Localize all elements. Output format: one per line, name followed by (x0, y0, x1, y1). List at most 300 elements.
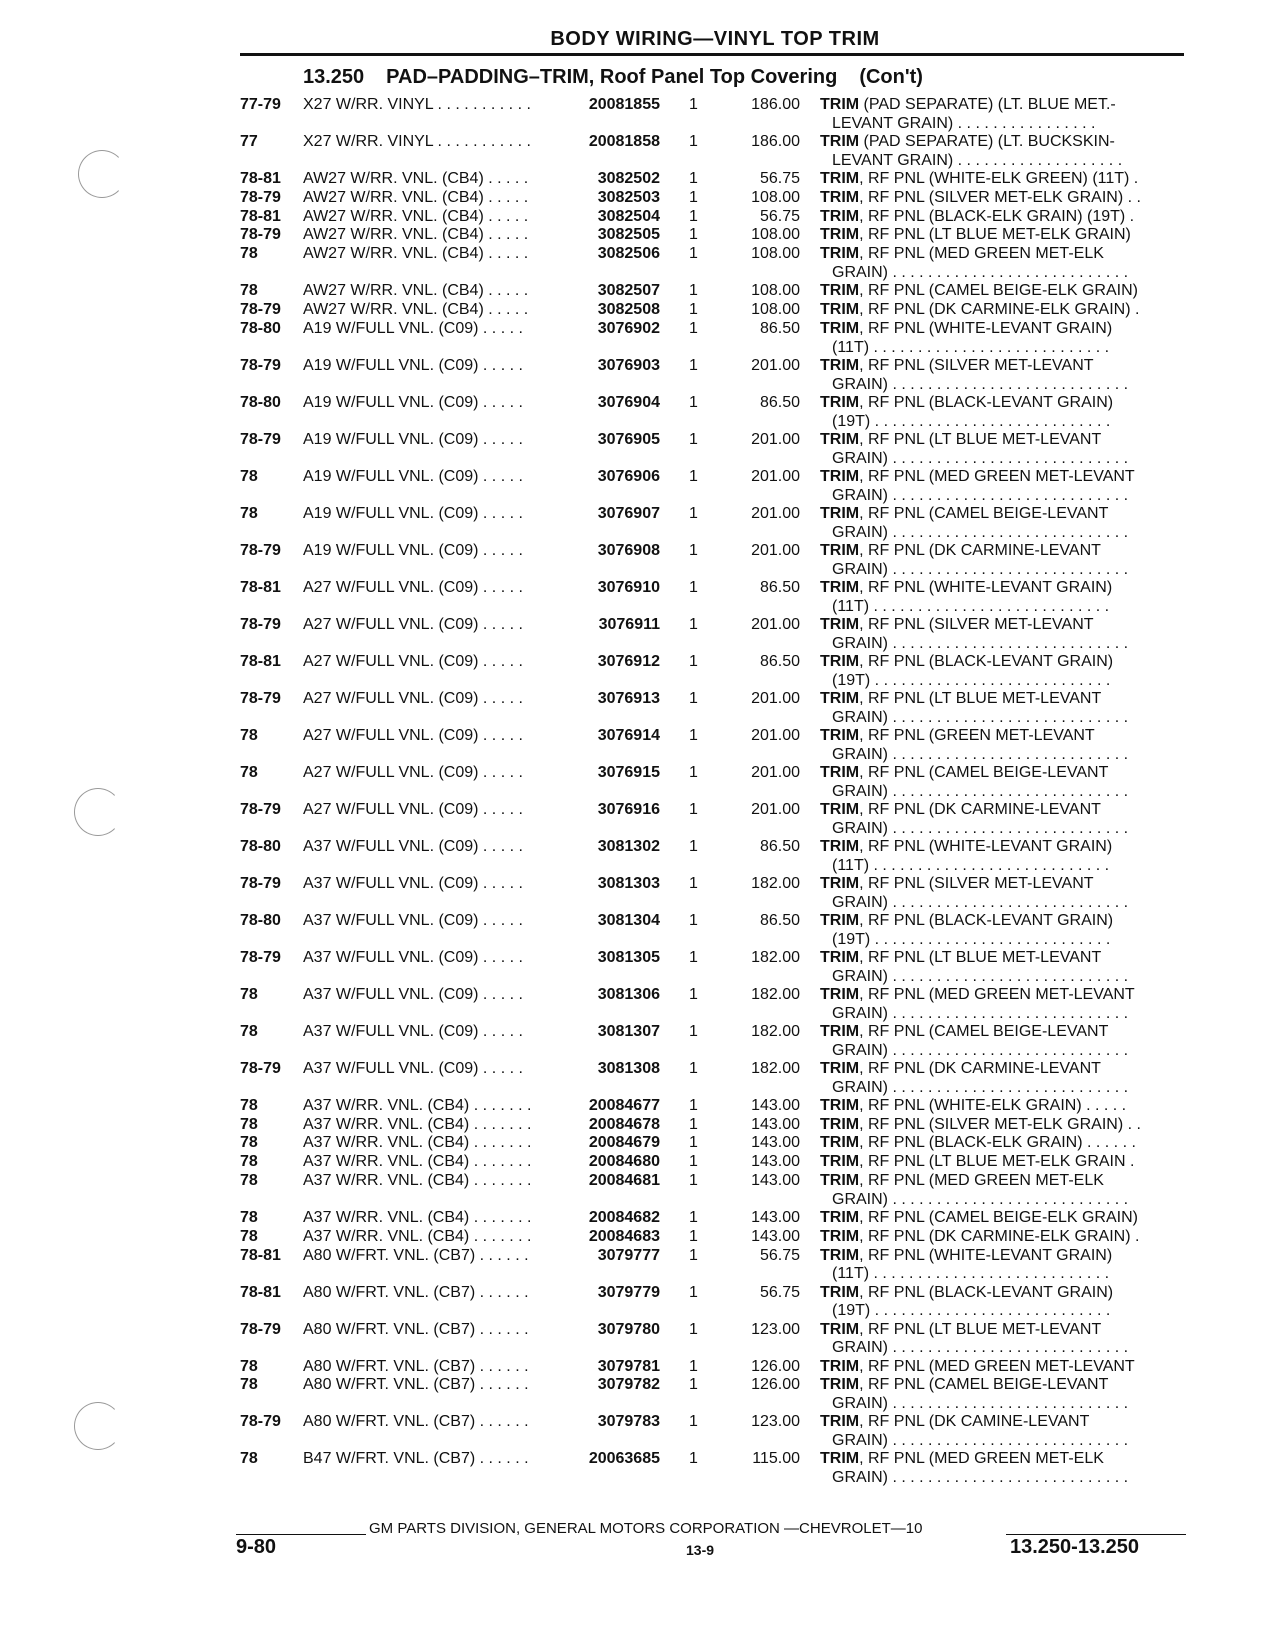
quantity-cell: 1 (689, 96, 698, 113)
year-cell: 78 (240, 1357, 258, 1375)
price-cell: 126.00 (751, 1376, 800, 1394)
price-cell: 108.00 (751, 226, 800, 244)
table-row (240, 357, 1190, 394)
trim-keyword: TRIM (820, 948, 860, 966)
price-cell: 201.00 (751, 689, 800, 707)
description-line: TRIM, RF PNL (MED GREEN MET-ELK (820, 1450, 1104, 1468)
year-cell: 78-79 (240, 948, 281, 966)
trim-keyword: TRIM (820, 1153, 860, 1171)
price-cell: 182.00 (751, 985, 800, 1003)
description-cell (820, 245, 1176, 283)
part-number-cell: 3076907 (597, 504, 660, 522)
part-number-cell: 20081855 (588, 96, 660, 113)
description-line: TRIM, RF PNL (CAMEL BEIGE-LEVANT (820, 1376, 1109, 1394)
trim-keyword: TRIM (820, 1059, 860, 1077)
description-cell (820, 301, 1176, 320)
year-cell: 78 (240, 282, 258, 300)
description-line: TRIM, RF PNL (SILVER MET-LEVANT (820, 615, 1094, 633)
part-number-cell: 3079782 (597, 1376, 660, 1394)
price-cell: 126.00 (751, 1357, 800, 1375)
part-number-cell: 20063685 (588, 1450, 660, 1468)
model-cell: A27 W/FULL VNL. (C09) . . . . . (303, 763, 523, 781)
table-row (240, 949, 1190, 986)
part-number-cell: 3076915 (597, 763, 660, 781)
table-row (240, 875, 1190, 912)
trim-keyword: TRIM (820, 133, 860, 150)
trim-keyword: TRIM (820, 207, 860, 225)
quantity-cell: 1 (689, 1413, 698, 1431)
price-cell: 201.00 (751, 763, 800, 781)
quantity-cell: 1 (689, 1153, 698, 1171)
description-cell (820, 1172, 1176, 1210)
quantity-cell: 1 (689, 1134, 698, 1152)
description-line: (19T) . . . . . . . . . . . . . . . . . . . . . . . . . . . (832, 1302, 1111, 1320)
part-number-cell: 20084680 (588, 1153, 660, 1171)
description-cell (820, 505, 1176, 543)
description-cell (820, 1060, 1176, 1098)
description-line: TRIM, RF PNL (DK CARMINE-LEVANT (820, 800, 1101, 818)
price-cell: 201.00 (751, 467, 800, 485)
description-line: GRAIN) . . . . . . . . . . . . . . . . . . . . . . . . . . . (832, 1469, 1129, 1487)
price-cell: 143.00 (751, 1227, 800, 1245)
table-row (240, 320, 1190, 357)
description-cell (820, 1284, 1176, 1322)
price-cell: 201.00 (751, 541, 800, 559)
description-cell (820, 1134, 1176, 1153)
description-cell (820, 579, 1176, 617)
model-cell: AW27 W/RR. VNL. (CB4) . . . . . (303, 282, 529, 300)
price-cell: 115.00 (752, 1450, 800, 1468)
model-cell: AW27 W/RR. VNL. (CB4) . . . . . (303, 300, 529, 318)
year-cell: 78-79 (240, 615, 281, 633)
model-cell: AW27 W/RR. VNL. (CB4) . . . . . (303, 207, 529, 225)
description-cell (820, 875, 1176, 913)
table-row (240, 1247, 1190, 1284)
description-line: TRIM, RF PNL (MED GREEN MET-LEVANT (820, 985, 1135, 1003)
quantity-cell: 1 (689, 1283, 698, 1301)
table-row (240, 764, 1190, 801)
price-cell: 108.00 (751, 245, 800, 263)
quantity-cell: 1 (689, 1115, 698, 1133)
trim-keyword: TRIM (820, 504, 860, 522)
price-cell: 182.00 (751, 874, 800, 892)
trim-keyword: TRIM (820, 393, 860, 411)
quantity-cell: 1 (689, 282, 698, 300)
model-cell: A27 W/FULL VNL. (C09) . . . . . (303, 652, 523, 670)
quantity-cell: 1 (689, 356, 698, 374)
trim-keyword: TRIM (820, 985, 860, 1003)
year-cell: 78 (240, 1227, 258, 1245)
price-cell: 123.00 (751, 1413, 800, 1431)
table-row (240, 245, 1190, 282)
year-cell: 78-80 (240, 319, 281, 337)
year-cell: 78-80 (240, 393, 281, 411)
description-line: GRAIN) . . . . . . . . . . . . . . . . . . . . . . . . . . . (832, 560, 1129, 578)
year-cell: 78 (240, 1450, 258, 1468)
description-line: TRIM, RF PNL (SILVER MET-ELK GRAIN) . . (820, 188, 1141, 206)
description-line: GRAIN) . . . . . . . . . . . . . . . . . . . . . . . . . . . (832, 486, 1129, 504)
description-line: TRIM, RF PNL (WHITE-LEVANT GRAIN) (820, 837, 1113, 855)
description-cell (820, 1376, 1176, 1414)
model-cell: AW27 W/RR. VNL. (CB4) . . . . . (303, 188, 529, 206)
quantity-cell: 1 (689, 1246, 698, 1264)
part-number-cell: 3079781 (597, 1357, 660, 1375)
trim-keyword: TRIM (820, 837, 860, 855)
year-cell: 77-79 (240, 96, 281, 113)
description-line: TRIM, RF PNL (MED GREEN MET-ELK (820, 245, 1104, 263)
table-row (240, 912, 1190, 949)
description-line: TRIM, RF PNL (CAMEL BEIGE-ELK GRAIN) (820, 282, 1138, 300)
year-cell: 78 (240, 1153, 258, 1171)
price-cell: 86.50 (759, 393, 800, 411)
description-cell (820, 357, 1176, 395)
year-cell: 78-81 (240, 578, 281, 596)
description-line: TRIM, RF PNL (WHITE-ELK GREEN) (11T) . (820, 170, 1139, 187)
model-cell: B47 W/FRT. VNL. (CB7) . . . . . . (303, 1450, 529, 1468)
year-cell: 78 (240, 1134, 258, 1152)
model-cell: A27 W/FULL VNL. (C09) . . . . . (303, 615, 523, 633)
quantity-cell: 1 (689, 1022, 698, 1040)
quantity-cell: 1 (689, 1059, 698, 1077)
year-cell: 78-79 (240, 541, 281, 559)
table-row (240, 208, 1190, 227)
description-line: TRIM, RF PNL (DK CARMINE-ELK GRAIN) . (820, 1227, 1140, 1245)
year-cell: 78-79 (240, 874, 281, 892)
description-cell (820, 1023, 1176, 1061)
description-cell (820, 653, 1176, 691)
trim-keyword: TRIM (820, 1320, 860, 1338)
description-line: TRIM, RF PNL (LT BLUE MET-LEVANT (820, 689, 1102, 707)
part-number-cell: 3082502 (597, 170, 660, 187)
model-cell: A19 W/FULL VNL. (C09) . . . . . (303, 356, 523, 374)
description-cell (820, 949, 1176, 987)
trim-keyword: TRIM (820, 1115, 860, 1133)
price-cell: 201.00 (751, 726, 800, 744)
description-line: TRIM (PAD SEPARATE) (LT. BLUE MET.- (820, 96, 1116, 113)
trim-keyword: TRIM (820, 226, 860, 244)
description-line: TRIM, RF PNL (BLACK-ELK GRAIN) . . . . . . (820, 1134, 1136, 1152)
model-cell: A19 W/FULL VNL. (C09) . . . . . (303, 541, 523, 559)
description-cell (820, 1116, 1176, 1135)
footer-publisher: GM PARTS DIVISION, GENERAL MOTORS CORPORATION —CHEVROLET—10 (369, 1520, 923, 1537)
footer-rule-left (236, 1534, 366, 1535)
trim-keyword: TRIM (820, 541, 860, 559)
trim-keyword: TRIM (820, 911, 860, 929)
trim-keyword: TRIM (820, 467, 860, 485)
description-line: GRAIN) . . . . . . . . . . . . . . . . . . . . . . . . . . . (832, 1339, 1129, 1357)
year-cell: 78 (240, 245, 258, 263)
year-cell: 78 (240, 763, 258, 781)
description-cell (820, 1228, 1176, 1247)
description-cell (820, 1209, 1176, 1228)
table-row (240, 1134, 1190, 1153)
quantity-cell: 1 (689, 837, 698, 855)
section-name: PAD–PADDING–TRIM, Roof Panel Top Covering (386, 66, 838, 88)
year-cell: 78 (240, 726, 258, 744)
model-cell: A19 W/FULL VNL. (C09) . . . . . (303, 430, 523, 448)
year-cell: 78-81 (240, 207, 281, 225)
trim-keyword: TRIM (820, 1357, 860, 1375)
price-cell: 186.00 (751, 96, 800, 113)
description-line: TRIM, RF PNL (LT BLUE MET-LEVANT (820, 948, 1102, 966)
trim-keyword: TRIM (820, 1246, 860, 1264)
description-cell (820, 431, 1176, 469)
punch-hole-middle (74, 788, 122, 836)
trim-keyword: TRIM (820, 689, 860, 707)
year-cell: 78-81 (240, 1246, 281, 1264)
model-cell: A37 W/RR. VNL. (CB4) . . . . . . . (303, 1134, 532, 1152)
section-heading (303, 66, 945, 89)
part-number-cell: 20084679 (588, 1134, 660, 1152)
price-cell: 86.50 (759, 652, 800, 670)
description-line: GRAIN) . . . . . . . . . . . . . . . . . . . . . . . . . . . (832, 967, 1129, 985)
part-number-cell: 3076903 (597, 356, 660, 374)
description-line: LEVANT GRAIN) . . . . . . . . . . . . . . . . . . . (832, 151, 1123, 169)
description-line: GRAIN) . . . . . . . . . . . . . . . . . . . . . . . . . . . (832, 708, 1129, 726)
section-number: 13.250 (303, 66, 365, 88)
description-line: (19T) . . . . . . . . . . . . . . . . . . . . . . . . . . . (832, 671, 1111, 689)
trim-keyword: TRIM (820, 356, 860, 374)
description-line: TRIM, RF PNL (LT BLUE MET-LEVANT (820, 1320, 1102, 1338)
description-line: TRIM, RF PNL (CAMEL BEIGE-ELK GRAIN) (820, 1208, 1138, 1226)
description-line: TRIM, RF PNL (WHITE-LEVANT GRAIN) (820, 578, 1113, 596)
year-cell: 78-79 (240, 800, 281, 818)
description-line: (11T) . . . . . . . . . . . . . . . . . . . . . . . . . . . (832, 338, 1110, 356)
table-row (240, 1116, 1190, 1135)
description-line: TRIM, RF PNL (MED GREEN MET-LEVANT (820, 1357, 1135, 1375)
quantity-cell: 1 (689, 948, 698, 966)
table-row (240, 653, 1190, 690)
price-cell: 201.00 (751, 356, 800, 374)
quantity-cell: 1 (689, 393, 698, 411)
table-row (240, 431, 1190, 468)
price-cell: 56.75 (759, 207, 800, 225)
price-cell: 86.50 (759, 578, 800, 596)
trim-keyword: TRIM (820, 1376, 860, 1394)
price-cell: 56.75 (759, 170, 800, 187)
part-number-cell: 3081307 (597, 1022, 660, 1040)
description-cell (820, 96, 1176, 134)
description-line: TRIM, RF PNL (SILVER MET-LEVANT (820, 874, 1094, 892)
price-cell: 143.00 (751, 1171, 800, 1189)
part-number-cell: 3076913 (597, 689, 660, 707)
model-cell: A27 W/FULL VNL. (C09) . . . . . (303, 578, 523, 596)
price-cell: 143.00 (751, 1153, 800, 1171)
description-cell (820, 189, 1176, 208)
price-cell: 186.00 (751, 133, 800, 150)
description-line: TRIM, RF PNL (GREEN MET-LEVANT (820, 726, 1095, 744)
description-line: TRIM, RF PNL (DK CARMINE-LEVANT (820, 541, 1101, 559)
year-cell: 78-81 (240, 652, 281, 670)
part-number-cell: 3076916 (597, 800, 660, 818)
model-cell: A80 W/FRT. VNL. (CB7) . . . . . . (303, 1320, 529, 1338)
table-row (240, 505, 1190, 542)
part-number-cell: 20084681 (588, 1171, 660, 1189)
quantity-cell: 1 (689, 1450, 698, 1468)
part-number-cell: 3081306 (597, 985, 660, 1003)
description-line: GRAIN) . . . . . . . . . . . . . . . . . . . . . . . . . . . (832, 819, 1129, 837)
description-cell (820, 1450, 1176, 1488)
price-cell: 108.00 (751, 282, 800, 300)
description-line: TRIM, RF PNL (DK CAMINE-LEVANT (820, 1413, 1090, 1431)
quantity-cell: 1 (689, 763, 698, 781)
price-cell: 143.00 (751, 1134, 800, 1152)
year-cell: 77 (240, 133, 258, 150)
description-line: TRIM, RF PNL (BLACK-LEVANT GRAIN) (820, 911, 1114, 929)
year-cell: 78 (240, 1376, 258, 1394)
quantity-cell: 1 (689, 800, 698, 818)
quantity-cell: 1 (689, 652, 698, 670)
table-row (240, 1228, 1190, 1247)
quantity-cell: 1 (689, 170, 698, 187)
description-line: TRIM, RF PNL (BLACK-ELK GRAIN) (19T) . (820, 207, 1135, 225)
description-line: TRIM, RF PNL (WHITE-ELK GRAIN) . . . . . (820, 1096, 1127, 1114)
part-number-cell: 3079783 (597, 1413, 660, 1431)
trim-keyword: TRIM (820, 652, 860, 670)
price-cell: 143.00 (751, 1096, 800, 1114)
part-number-cell: 3081305 (597, 948, 660, 966)
model-cell: X27 W/RR. VINYL . . . . . . . . . . . (303, 96, 531, 113)
price-cell: 123.00 (751, 1320, 800, 1338)
price-cell: 108.00 (751, 300, 800, 318)
trim-keyword: TRIM (820, 1208, 860, 1226)
model-cell: A37 W/FULL VNL. (C09) . . . . . (303, 985, 523, 1003)
part-number-cell: 3082504 (597, 207, 660, 225)
year-cell: 78-79 (240, 188, 281, 206)
description-line: GRAIN) . . . . . . . . . . . . . . . . . . . . . . . . . . . (832, 782, 1129, 800)
year-cell: 78-79 (240, 300, 281, 318)
description-line: TRIM, RF PNL (DK CARMINE-LEVANT (820, 1059, 1101, 1077)
description-line: TRIM (PAD SEPARATE) (LT. BUCKSKIN- (820, 133, 1115, 150)
price-cell: 143.00 (751, 1208, 800, 1226)
part-number-cell: 3082508 (597, 300, 660, 318)
year-cell: 78-79 (240, 689, 281, 707)
table-row (240, 1358, 1190, 1377)
price-cell: 56.75 (759, 1283, 800, 1301)
model-cell: A37 W/RR. VNL. (CB4) . . . . . . . (303, 1171, 532, 1189)
model-cell: A37 W/FULL VNL. (C09) . . . . . (303, 911, 523, 929)
description-line: GRAIN) . . . . . . . . . . . . . . . . . . . . . . . . . . . (832, 634, 1129, 652)
table-row (240, 226, 1190, 245)
year-cell: 78-79 (240, 1320, 281, 1338)
description-line: GRAIN) . . . . . . . . . . . . . . . . . . . . . . . . . . . (832, 1190, 1129, 1208)
year-cell: 78 (240, 1208, 258, 1226)
description-cell (820, 133, 1176, 171)
footer-date: 9-80 (236, 1536, 277, 1558)
quantity-cell: 1 (689, 578, 698, 596)
description-line: TRIM, RF PNL (MED GREEN MET-ELK (820, 1171, 1104, 1189)
part-number-cell: 3076905 (597, 430, 660, 448)
description-line: TRIM, RF PNL (BLACK-LEVANT GRAIN) (820, 1283, 1114, 1301)
trim-keyword: TRIM (820, 726, 860, 744)
description-line: GRAIN) . . . . . . . . . . . . . . . . . . . . . . . . . . . (832, 1432, 1129, 1450)
trim-keyword: TRIM (820, 1096, 860, 1114)
description-cell (820, 170, 1176, 189)
table-row (240, 1450, 1190, 1487)
table-row (240, 1284, 1190, 1321)
trim-keyword: TRIM (820, 430, 860, 448)
part-number-cell: 3082505 (597, 226, 660, 244)
part-number-cell: 3081308 (597, 1059, 660, 1077)
model-cell: A37 W/FULL VNL. (C09) . . . . . (303, 1059, 523, 1077)
description-line: TRIM, RF PNL (SILVER MET-LEVANT (820, 356, 1094, 374)
quantity-cell: 1 (689, 300, 698, 318)
part-number-cell: 3076911 (598, 615, 660, 633)
trim-keyword: TRIM (820, 1227, 860, 1245)
part-number-cell: 3082506 (597, 245, 660, 263)
model-cell: A37 W/RR. VNL. (CB4) . . . . . . . (303, 1208, 532, 1226)
year-cell: 78 (240, 1171, 258, 1189)
footer-section-range: 13.250-13.250 (1010, 1536, 1140, 1558)
model-cell: X27 W/RR. VINYL . . . . . . . . . . . (303, 133, 531, 150)
year-cell: 78-79 (240, 430, 281, 448)
price-cell: 201.00 (751, 615, 800, 633)
year-cell: 78-79 (240, 1059, 281, 1077)
description-line: TRIM, RF PNL (CAMEL BEIGE-LEVANT (820, 504, 1109, 522)
price-cell: 86.50 (759, 911, 800, 929)
description-line: LEVANT GRAIN) . . . . . . . . . . . . . . . . (832, 114, 1096, 132)
description-cell (820, 764, 1176, 802)
table-row (240, 133, 1190, 170)
year-cell: 78-79 (240, 226, 281, 244)
model-cell: AW27 W/RR. VNL. (CB4) . . . . . (303, 170, 529, 187)
year-cell: 78-81 (240, 1283, 281, 1301)
description-cell (820, 1097, 1176, 1116)
model-cell: A37 W/FULL VNL. (C09) . . . . . (303, 874, 523, 892)
part-number-cell: 3081302 (597, 837, 660, 855)
description-line: GRAIN) . . . . . . . . . . . . . . . . . . . . . . . . . . . (832, 745, 1129, 763)
part-number-cell: 3081304 (597, 911, 660, 929)
table-row (240, 170, 1190, 189)
table-row (240, 1209, 1190, 1228)
description-line: (11T) . . . . . . . . . . . . . . . . . . . . . . . . . . . (832, 1265, 1110, 1283)
description-line: (19T) . . . . . . . . . . . . . . . . . . . . . . . . . . . (832, 412, 1111, 430)
table-row (240, 282, 1190, 301)
description-line: TRIM, RF PNL (DK CARMINE-ELK GRAIN) . (820, 300, 1140, 318)
table-row (240, 579, 1190, 616)
model-cell: A27 W/FULL VNL. (C09) . . . . . (303, 689, 523, 707)
description-line: TRIM, RF PNL (CAMEL BEIGE-LEVANT (820, 763, 1109, 781)
model-cell: AW27 W/RR. VNL. (CB4) . . . . . (303, 245, 529, 263)
quantity-cell: 1 (689, 133, 698, 150)
part-number-cell: 20084683 (588, 1227, 660, 1245)
trim-keyword: TRIM (820, 170, 860, 187)
part-number-cell: 3079780 (597, 1320, 660, 1338)
quantity-cell: 1 (689, 188, 698, 206)
model-cell: A37 W/FULL VNL. (C09) . . . . . (303, 1022, 523, 1040)
description-cell (820, 542, 1176, 580)
model-cell: A37 W/FULL VNL. (C09) . . . . . (303, 948, 523, 966)
part-number-cell: 3079777 (597, 1246, 660, 1264)
quantity-cell: 1 (689, 467, 698, 485)
part-number-cell: 20084682 (588, 1208, 660, 1226)
description-cell (820, 986, 1176, 1024)
quantity-cell: 1 (689, 985, 698, 1003)
quantity-cell: 1 (689, 726, 698, 744)
price-cell: 86.50 (759, 319, 800, 337)
table-row (240, 838, 1190, 875)
description-cell (820, 727, 1176, 765)
part-number-cell: 3076904 (597, 393, 660, 411)
description-cell (820, 1153, 1176, 1172)
section-continued: (Con't) (859, 66, 923, 88)
trim-keyword: TRIM (820, 1134, 860, 1152)
description-cell (820, 690, 1176, 728)
year-cell: 78 (240, 1115, 258, 1133)
description-line: GRAIN) . . . . . . . . . . . . . . . . . . . . . . . . . . . (832, 1004, 1129, 1022)
quantity-cell: 1 (689, 1376, 698, 1394)
part-number-cell: 20084677 (588, 1096, 660, 1114)
